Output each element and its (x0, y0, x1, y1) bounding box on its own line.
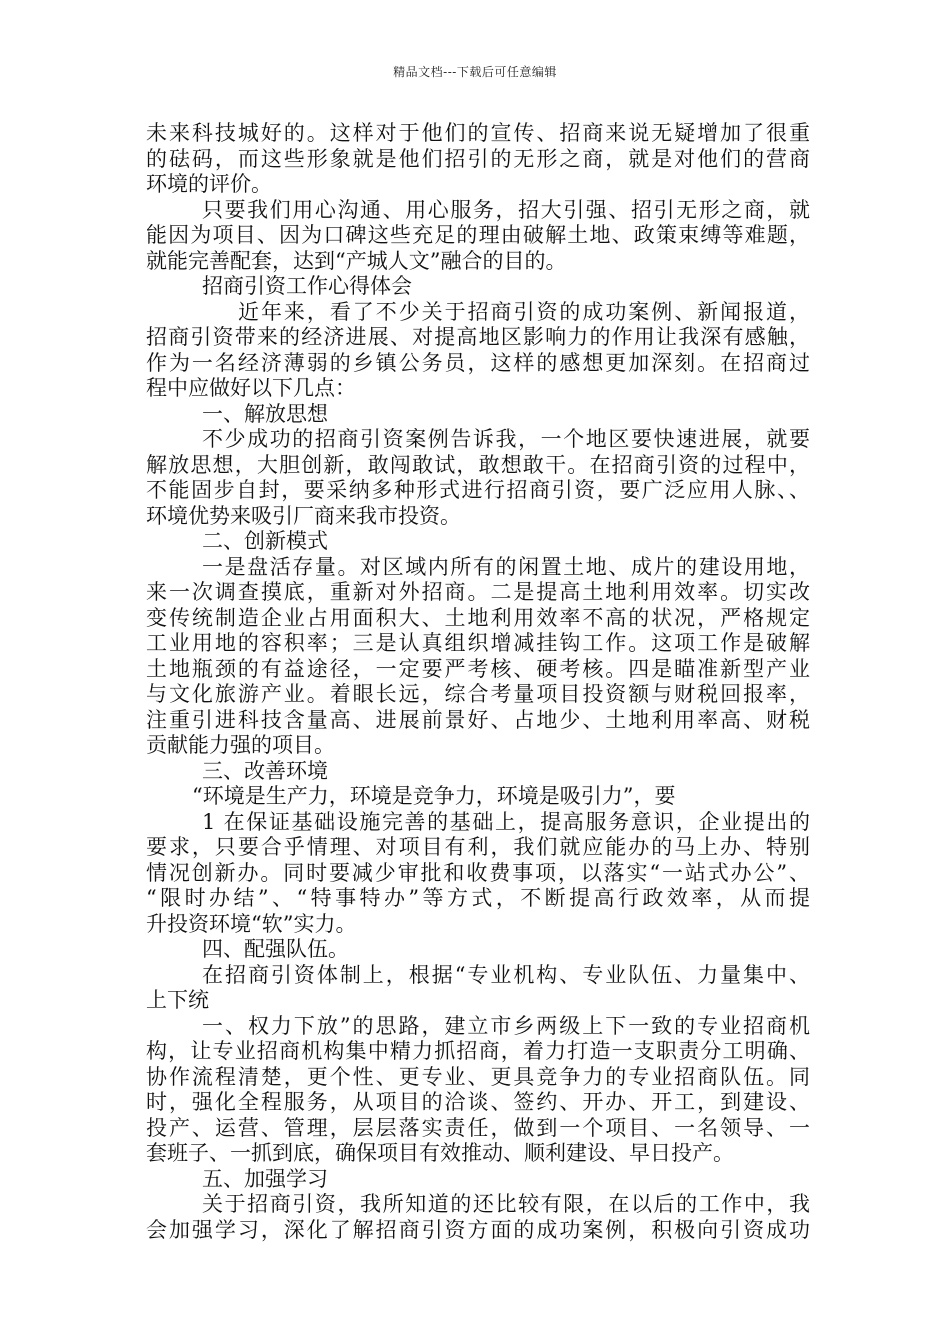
section-title: 招商引资工作心得体会 (202, 274, 412, 298)
text-line: 程中应做好以下几点： (146, 376, 356, 400)
paragraph-start: 一、权力下放”的思路，建立市乡两级上下一致的专业招商机 (202, 1013, 810, 1038)
text-line: 的砝码，而这些形象就是他们招引的无形之商，就是对他们的营商 (146, 146, 810, 171)
text-line: 协作流程清楚，更个性、更专业、更具竞争力的专业招商队伍。同 (146, 1064, 810, 1089)
text-line: 1 在保证基础设施完善的基础上，提高服务意识，企业提出的 (202, 809, 810, 834)
paragraph-start: 不少成功的招商引资案例告诉我，一个地区要快速进展，就要 (202, 427, 810, 451)
text-line: 环境优势来吸引厂商来我市投资。 (146, 503, 461, 528)
section-heading: 三、改善环境 (202, 758, 328, 783)
text-line: 套班子、一抓到底，确保项目有效推动、顺利建设、早日投产。 (146, 1141, 734, 1165)
text-line: 贡献能力强的项目。 (146, 733, 335, 757)
text-line: 土地瓶颈的有益途径，一定要严考核、硬考核。四是瞄准新型产业 (146, 656, 810, 681)
text-line: 升投资环境“软”实力。 (146, 911, 357, 936)
text-line: 来一次调查摸底，重新对外招商。二是提高土地利用效率。切实改 (146, 580, 810, 604)
paragraph-start: 在招商引资体制上，根据“专业机构、专业队伍、力量集中、 (202, 962, 810, 987)
section-heading: 一、解放思想 (202, 401, 328, 426)
text-line: 情况创新办。同时要减少审批和收费事项，以落实“一站式办公”、 (146, 860, 810, 885)
text-line: 作为一名经济薄弱的乡镇公务员，这样的感想更加深刻。在招商过 (146, 350, 810, 375)
text-line: 上下统 (146, 988, 209, 1012)
section-heading: 四、配强队伍。 (202, 937, 349, 961)
text-line: 工业用地的容积率；三是认真组织增减挂钩工作。这项工作是破解 (146, 631, 810, 655)
page-header: 精品文档---下载后可任意编辑 (393, 65, 557, 79)
text-line: 招商引资带来的经济进展、对提高地区影响力的作用让我深有感触， (146, 325, 810, 349)
text-line: 构，让专业招商机构集中精力抓招商，着力打造一支职责分工明确、 (146, 1039, 810, 1063)
text-line: 变传统制造企业占用面积大、土地利用效率不高的状况，严格规定 (146, 605, 810, 630)
section-heading: 五、加强学习 (202, 1166, 328, 1191)
text-line: 不能固步自封，要采纳多种形式进行招商引资，要广泛应用人脉、、 (146, 478, 810, 502)
text-line: 时，强化全程服务，从项目的洽谈、签约、开办、开工，到建设、 (146, 1090, 810, 1114)
text-line: 环境的评价。 (146, 172, 272, 196)
paragraph-start: 关于招商引资，我所知道的还比较有限，在以后的工作中，我 (202, 1192, 810, 1216)
paragraph-start: 近年来，看了不少关于招商引资的成功案例、新闻报道， (238, 299, 810, 324)
text-line: 与文化旅游产业。着眼长远，综合考量项目投资额与财税回报率， (146, 682, 810, 706)
paragraph-start: 只要我们用心沟通、用心服务，招大引强、招引无形之商，就 (202, 197, 810, 222)
section-heading: 二、创新模式 (202, 529, 328, 553)
text-line: 未来科技城好的。这样对于他们的宣传、招商来说无疑增加了很重 (146, 121, 810, 145)
text-line: 注重引进科技含量高、进展前景好、占地少、土地利用率高、财税 (146, 707, 810, 732)
text-line: 要求，只要合乎情理、对项目有利，我们就应能办的马上办、特别 (146, 835, 810, 859)
text-line: 就能完善配套，达到“产城人文”融合的目的。 (146, 248, 567, 273)
paragraph-start: 一是盘活存量。对区域内所有的闲置土地、成片的建设用地， (202, 554, 810, 579)
text-line: 能因为项目、因为口碑这些充足的理由破解土地、政策束缚等难题， (146, 223, 810, 247)
text-line: 解放思想，大胆创新，敢闯敢试，敢想敢干。在招商引资的过程中， (146, 452, 810, 477)
text-line: 会加强学习，深化了解招商引资方面的成功案例，积极向引资成功 (146, 1217, 810, 1242)
paragraph-start: “环境是生产力，环境是竞争力，环境是吸引力”，要 (192, 784, 676, 808)
text-line: “限时办结”、“特事特办”等方式，不断提高行政效率，从而提 (146, 886, 810, 910)
text-line: 投产、运营、管理，层层落实责任，做到一个项目、一名领导、一 (146, 1115, 810, 1140)
document-body (146, 121, 810, 1243)
